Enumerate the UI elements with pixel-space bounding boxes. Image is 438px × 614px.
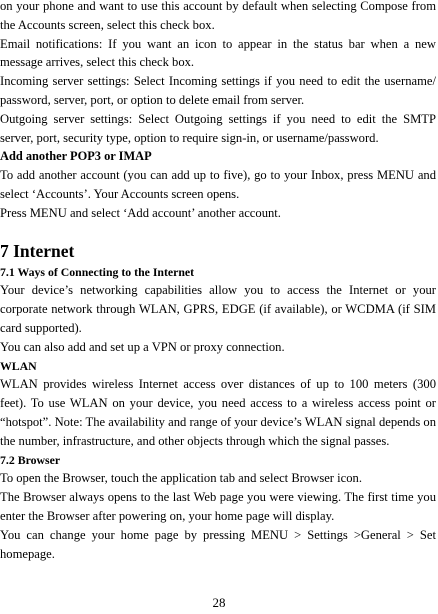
heading-add-pop3-imap: Add another POP3 or IMAP bbox=[0, 149, 152, 164]
paragraph-add-account: To add another account (you can add up to five), go to your Inbox, press MENU and select ‘Accounts’. Your Accounts screen opens. bbox=[0, 168, 436, 201]
heading-ways-of-connecting: 7.1 Ways of Connecting to the Internet bbox=[0, 264, 195, 279]
heading-wlan: WLAN bbox=[0, 358, 37, 373]
paragraph-wlan: WLAN provides wireless Internet access over distances of up to 100 meters (300 feet). To use WLAN on your device, you need access to a wireless access point or “hotspot”. Note: The availability and range of your device’s WLAN signal depends on the number, infrastructure, and other objects through which the signal passes. bbox=[0, 377, 436, 448]
paragraph-vpn-proxy: You can also add and set up a VPN or proxy connection. bbox=[0, 339, 285, 354]
chapter-title: 7 Internet bbox=[0, 240, 75, 261]
paragraph-compose-default: on your phone and want to use this account by default when selecting Compose from the Accounts screen, select this check box. bbox=[0, 0, 436, 32]
paragraph-email-notifications: Email notifications: If you want an icon to appear in the status bar when a new message arrives, select this check box. bbox=[0, 36, 436, 70]
paragraph-press-menu: Press MENU and select ‘Add account’ another account. bbox=[0, 205, 281, 220]
paragraph-networking-capabilities: Your device’s networking capabilities allow you to access the Internet or your corporate network through WLAN, GPRS, EDGE (if available), or WCDMA (if SIM card supported). bbox=[0, 283, 436, 335]
paragraph-change-homepage: You can change your home page by pressing MENU > Settings >General > Set homepage. bbox=[0, 527, 436, 561]
paragraph-open-browser: To open the Browser, touch the application tab and select Browser icon. bbox=[0, 471, 362, 486]
heading-browser: 7.2 Browser bbox=[0, 452, 61, 467]
page-number: 28 bbox=[212, 595, 226, 610]
paragraph-incoming-settings: Incoming server settings: Select Incoming settings if you need to edit the username/ password, server, port, or option to delete email from server. bbox=[0, 74, 436, 107]
paragraph-browser-last-page: The Browser always opens to the last Web page you were viewing. The first time you enter the Browser after powering on, your home page will display. bbox=[0, 490, 436, 523]
paragraph-outgoing-settings: Outgoing server settings: Select Outgoing settings if you need to edit the SMTP server, port, security type, option to require sign-in, or username/password. bbox=[0, 111, 436, 145]
